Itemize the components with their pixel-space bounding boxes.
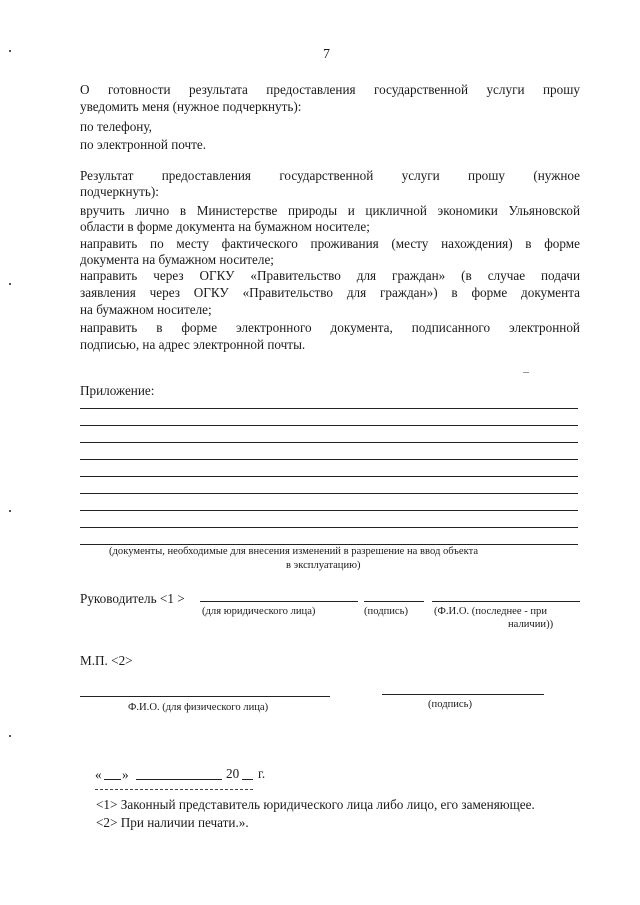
result-option-c-line-1: направить через ОГКУ «Правительство для граждан» (в случае подачи [80, 268, 580, 283]
result-option-d-line-2: подписью, на адрес электронной почты. [80, 337, 306, 352]
entity-signature-line [200, 601, 358, 602]
caption-fio-person: Ф.И.О. (для физического лица) [128, 702, 269, 713]
caption-fio-line-2: наличии)) [508, 619, 554, 630]
attachment-caption-2: в эксплуатацию) [286, 560, 361, 571]
result-option-b-line-2: документа на бумажном носителе; [80, 252, 274, 267]
attachment-line [80, 510, 578, 511]
result-option-b-line-1: направить по месту фактического проживания (месту нахождения) в форме [80, 236, 580, 251]
person-signature-line [382, 694, 544, 695]
stray-mark [523, 372, 529, 373]
date-month-line [136, 779, 222, 780]
attachment-line [80, 442, 578, 443]
seal-place-label: М.П. <2> [80, 653, 133, 668]
page-number: 7 [323, 47, 330, 62]
result-option-c-line-2: заявления через ОГКУ «Правительство для граждан») в форме документа [80, 285, 580, 300]
date-close-quote: » [122, 767, 129, 782]
margin-mark [9, 283, 11, 285]
attachment-label: Приложение: [80, 383, 155, 398]
footnote-1: <1> Законный представитель юридического лица либо лицо, его заменяющее. [96, 797, 535, 812]
date-year-suffix: г. [258, 766, 266, 781]
caption-signature-person: (подпись) [428, 699, 472, 710]
result-option-a-line-2: области в форме документа на бумажном носителе; [80, 219, 370, 234]
margin-mark [9, 50, 11, 52]
result-option-d-line-1: направить в форме электронного документа, подписанного электронной [80, 320, 580, 335]
footnote-2: <2> При наличии печати.». [96, 815, 249, 830]
attachment-line [80, 476, 578, 477]
notify-option-email: по электронной почте. [80, 137, 207, 152]
footnote-separator [95, 789, 253, 790]
result-line-1: Результат предоставления государственной услуги прошу (нужное [80, 168, 580, 183]
date-year-prefix: 20 [226, 766, 240, 781]
result-option-a-line-1: вручить лично в Министерстве природы и цикличной экономики Ульяновской [80, 203, 580, 218]
margin-mark [9, 735, 11, 737]
caption-signature: (подпись) [364, 606, 408, 617]
attachment-line [80, 425, 578, 426]
attachment-line [80, 493, 578, 494]
result-line-2: подчеркнуть): [80, 184, 159, 199]
fio-line [432, 601, 580, 602]
notify-line-1: О готовности результата предоставления государственной услуги прошу [80, 82, 580, 97]
date-open-quote: « [95, 767, 102, 782]
result-option-c-line-3: на бумажном носителе; [80, 302, 212, 317]
caption-fio-line-1: (Ф.И.О. (последнее - при [434, 606, 548, 617]
date-day-line [104, 779, 121, 780]
date-year-line [242, 779, 253, 780]
attachment-line [80, 527, 578, 528]
margin-mark [9, 510, 11, 512]
attachment-line [80, 408, 578, 409]
notify-line-2: уведомить меня (нужное подчеркнуть): [80, 99, 302, 114]
caption-legal-entity: (для юридического лица) [202, 606, 316, 617]
attachment-line [80, 459, 578, 460]
person-fio-line [80, 696, 330, 697]
head-signature-label: Руководитель <1 > [80, 591, 185, 606]
signature-line [364, 601, 424, 602]
notify-option-phone: по телефону, [80, 119, 152, 134]
attachment-caption-1: (документы, необходимые для внесения изменений в разрешение на ввод объекта [109, 546, 479, 557]
